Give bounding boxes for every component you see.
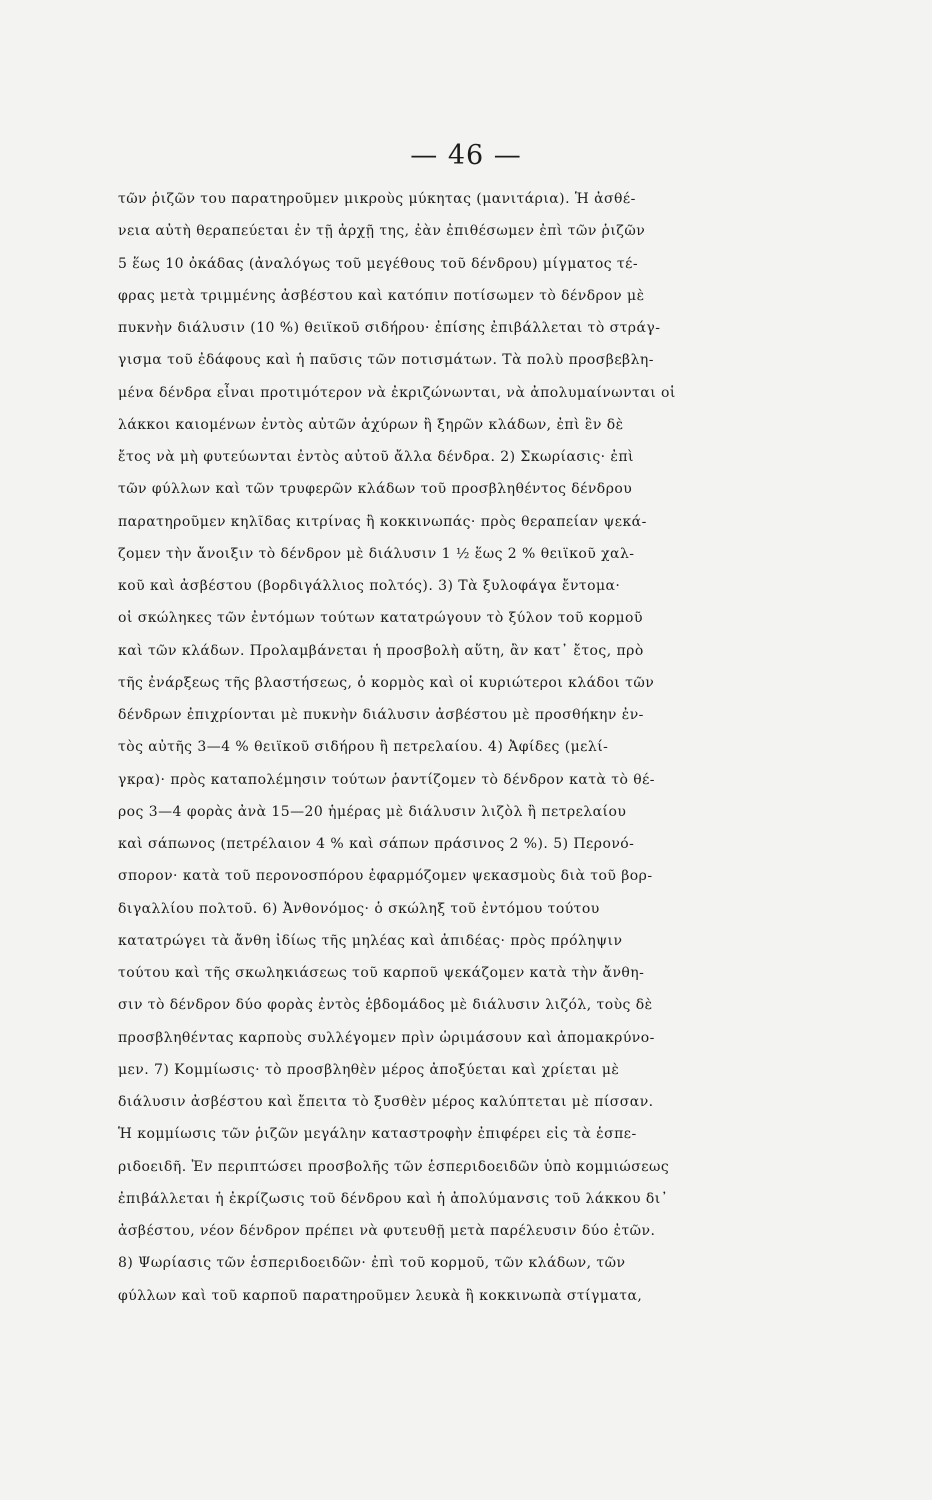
text-line: 5 ἕως 10 ὀκάδας (ἀναλόγως τοῦ μεγέθους τοῦ δένδρου) μίγματος τέ- [118,255,639,272]
text-line: παρατηροῦμεν κηλῖδας κιτρίνας ἢ κοκκινωπάς· πρὸς θεραπείαν ψεκά- [118,513,647,530]
text-line: δένδρων ἐπιχρίονται μὲ πυκνὴν διάλυσιν ἀσβέστου μὲ προσθήκην ἐν- [118,707,644,723]
page-number: — 46 — [410,140,522,171]
text-line: πυκνὴν διάλυσιν (10 %) θειϊκοῦ σιδήρου· ἐπίσης ἐπιβάλλεται τὸ στράγ- [118,320,661,336]
text-line: οἱ σκώληκες τῶν ἐντόμων τούτων κατατρώγουν τὸ ξύλον τοῦ κορμοῦ [118,610,643,627]
text-line: ἐπιβάλλεται ἡ ἐκρίζωσις τοῦ δένδρου καὶ ἡ ἀπολύμανσις τοῦ λάκκου δι᾽ [118,1190,669,1207]
text-line: 8) Ψωρίασις τῶν ἑσπεριδοειδῶν· ἐπὶ τοῦ κορμοῦ, τῶν κλάδων, τῶν [118,1255,626,1272]
text-line: ζομεν τὴν ἄνοιξιν τὸ δένδρον μὲ διάλυσιν 1 ½ ἕως 2 % θειϊκοῦ χαλ- [118,545,635,562]
text-line: ρος 3—4 φορὰς ἀνὰ 15—20 ἡμέρας μὲ διάλυσιν λιζὸλ ἢ πετρελαίου [118,803,627,820]
text-line: τὸς αὐτῆς 3—4 % θειϊκοῦ σιδήρου ἢ πετρελαίου. 4) Ἀφίδες (μελί- [118,739,609,756]
text-line: ριδοειδῆ. Ἐν περιπτώσει προσβολῆς τῶν ἑσπεριδοειδῶν ὑπὸ κομμιώσεως [118,1158,670,1175]
text-line: κατατρώγει τὰ ἄνθη ἰδίως τῆς μηλέας καὶ ἀπιδέας· πρὸς πρόληψιν [118,932,623,949]
text-line: φρας μετὰ τριμμένης ἀσβέστου καὶ κατόπιν ποτίσωμεν τὸ δένδρον μὲ [118,287,645,304]
text-line: ἀσβέστου, νέον δένδρον πρέπει νὰ φυτευθῇ μετὰ παρέλευσιν δύο ἐτῶν. [118,1223,656,1239]
text-line: προσβληθέντας καρποὺς συλλέγομεν πρὶν ὡριμάσουν καὶ ἀπομακρύνο- [118,1029,655,1046]
text-line: μεν. 7) Κομμίωσις· τὸ προσβληθὲν μέρος ἀποξύεται καὶ χρίεται μὲ [118,1061,620,1078]
text-line: διάλυσιν ἀσβέστου καὶ ἔπειτα τὸ ξυσθὲν μέρος καλύπτεται μὲ πίσσαν. [118,1094,654,1110]
text-line: Ἡ κομμίωσις τῶν ῥιζῶν μεγάλην καταστροφὴν ἐπιφέρει εἰς τὰ ἑσπε- [118,1126,637,1143]
text-line: γισμα τοῦ ἐδάφους καὶ ἡ παῦσις τῶν ποτισμάτων. Τὰ πολὺ προσβεβλη- [118,352,654,369]
text-line: καὶ σάπωνος (πετρέλαιον 4 % καὶ σάπων πράσινος 2 %). 5) Περονό- [118,836,635,852]
text-line: τῆς ἐνάρξεως τῆς βλαστήσεως, ὁ κορμὸς καὶ οἱ κυριώτεροι κλάδοι τῶν [118,674,655,691]
text-line: ἔτος νὰ μὴ φυτεύωνται ἐντὸς αὐτοῦ ἄλλα δένδρα. 2) Σκωρίασις· ἐπὶ [118,449,634,465]
text-line: τῶν ῥιζῶν του παρατηροῦμεν μικροὺς μύκητας (μανιτάρια). Ἡ ἀσθέ- [118,191,636,207]
text-line: σιν τὸ δένδρον δύο φορὰς ἐντὸς ἑβδομάδος μὲ διάλυσιν λιζόλ, τοὺς δὲ [118,997,653,1014]
text-line: τούτου καὶ τῆς σκωληκιάσεως τοῦ καρποῦ ψεκάζομεν κατὰ τὴν ἄνθη- [118,965,645,981]
text-line: νεια αὐτὴ θεραπεύεται ἐν τῇ ἀρχῇ της, ἐὰν ἐπιθέσωμεν ἐπὶ τῶν ῥιζῶν [118,223,646,240]
text-line: λάκκοι καιομένων ἐντὸς αὐτῶν ἀχύρων ἢ ξηρῶν κλάδων, ἐπὶ ἓν δὲ [118,416,624,433]
text-line: γκρα)· πρὸς καταπολέμησιν τούτων ῥαντίζομεν τὸ δένδρον κατὰ τὸ θέ- [118,771,655,788]
text-line: διγαλλίου πολτοῦ. 6) Ἀνθονόμος· ὁ σκώληξ τοῦ ἐντόμου τούτου [118,900,600,917]
body-text [118,183,918,1312]
text-line: φύλλων καὶ τοῦ καρποῦ παρατηροῦμεν λευκὰ ἢ κοκκινωπὰ στίγματα, [118,1287,643,1304]
text-line: σπορον· κατὰ τοῦ περονοσπόρου ἐφαρμόζομεν ψεκασμοὺς διὰ τοῦ βορ- [118,868,653,885]
text-line: καὶ τῶν κλάδων. Προλαμβάνεται ἡ προσβολὴ αὕτη, ἂν κατ᾽ ἔτος, πρὸ [118,642,644,659]
text-line: τῶν φύλλων καὶ τῶν τρυφερῶν κλάδων τοῦ προσβληθέντος δένδρου [118,481,633,498]
text-line: κοῦ καὶ ἀσβέστου (βορδιγάλλιος πολτός). 3) Τὰ ξυλοφάγα ἔντομα· [118,578,621,594]
text-line: μένα δένδρα εἶναι προτιμότερον νὰ ἐκριζώνωνται, νὰ ἀπολυμαίνωνται οἱ [118,384,676,401]
